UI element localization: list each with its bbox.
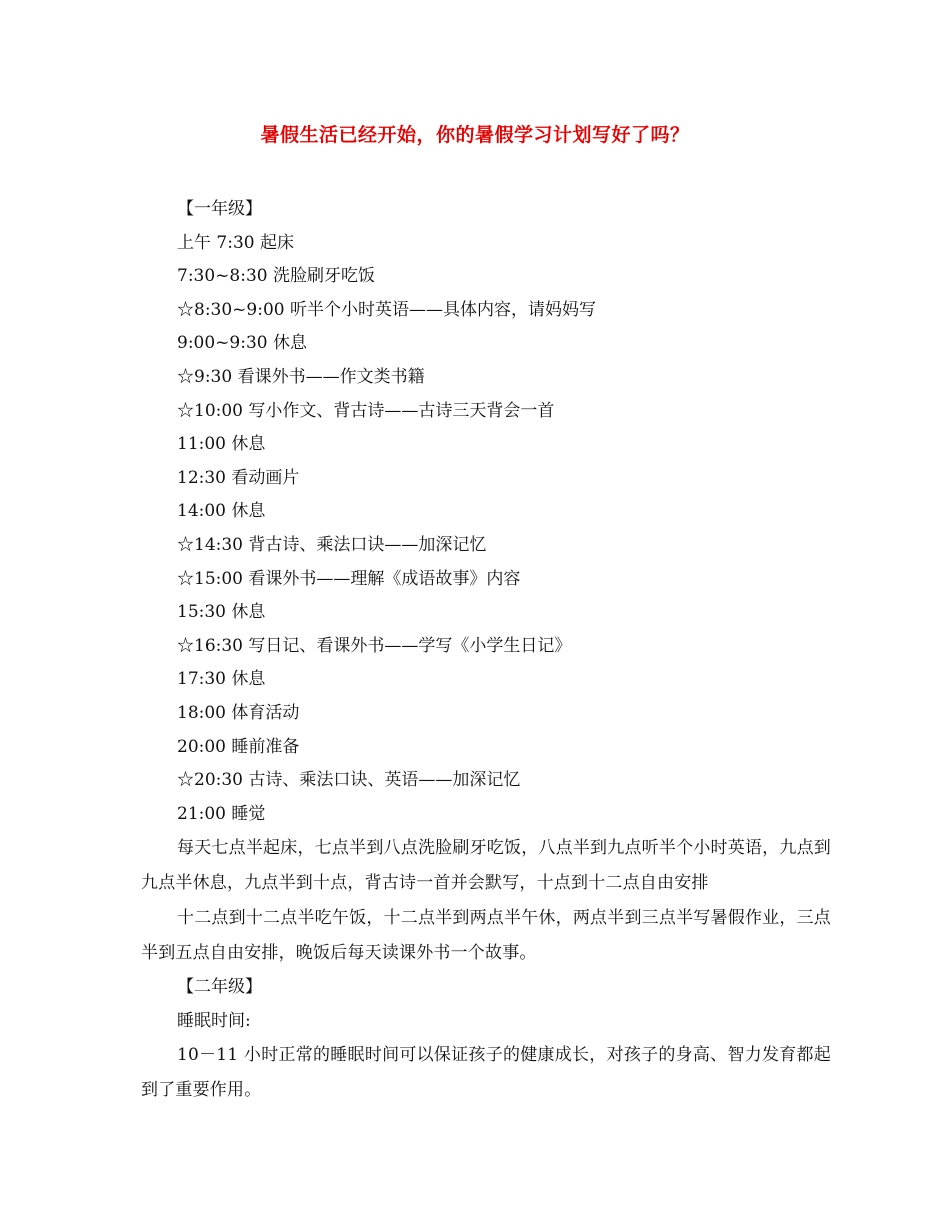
schedule-list	[141, 227, 831, 832]
schedule-item: ☆15:00 看课外书——理解《成语故事》内容	[177, 568, 521, 589]
daily-routine-paragraph: 每天七点半起床，七点半到八点洗脸刷牙吃饭，八点半到九点听半个小时英语，九点到九点半休息，九点半到十点，背古诗一首并会默写，十点到十二点自由安排	[141, 838, 831, 894]
schedule-item: 14:00 休息	[177, 501, 266, 522]
schedule-item: ☆8:30~9:00 听半个小时英语——具体内容，请妈妈写	[177, 299, 596, 320]
sleep-paragraph: 10－11 小时正常的睡眠时间可以保证孩子的健康成长，对孩子的身高、智力发育都起到了重要作用。	[141, 1045, 831, 1101]
sleep-time-label: 睡眠时间:	[177, 1010, 251, 1031]
schedule-item: ☆9:30 看课外书——作文类书籍	[177, 366, 425, 387]
schedule-item: ☆10:00 写小作文、背古诗——古诗三天背会一首	[177, 400, 555, 421]
schedule-item: ☆20:30 古诗、乘法口诀、英语——加深记忆	[177, 770, 521, 791]
schedule-item: 15:30 休息	[177, 602, 266, 623]
grade-2-heading: 【二年级】	[177, 977, 262, 998]
schedule-item: ☆16:30 写日记、看课外书——学写《小学生日记》	[177, 635, 572, 656]
schedule-item: ☆14:30 背古诗、乘法口诀——加深记忆	[177, 534, 487, 555]
schedule-item: 12:30 看动画片	[177, 467, 300, 488]
schedule-item: 上午 7:30 起床	[177, 232, 294, 253]
schedule-item: 17:30 休息	[177, 669, 266, 690]
schedule-item: 21:00 睡觉	[177, 803, 266, 824]
document-body	[141, 193, 831, 1108]
schedule-item: 9:00~9:30 休息	[177, 333, 307, 354]
schedule-item: 18:00 体育活动	[177, 702, 300, 723]
schedule-item: 11:00 休息	[177, 434, 266, 455]
afternoon-routine-paragraph: 十二点到十二点半吃午饭，十二点半到两点半午休，两点半到三点半写暑假作业，三点半到五点自由安排，晚饭后每天读课外书一个故事。	[141, 908, 831, 964]
schedule-item: 7:30~8:30 洗脸刷牙吃饭	[177, 266, 375, 287]
document-title: 暑假生活已经开始，你的暑假学习计划写好了吗？	[260, 124, 690, 146]
grade-1-heading: 【一年级】	[177, 199, 262, 219]
schedule-item: 20:00 睡前准备	[177, 736, 300, 757]
